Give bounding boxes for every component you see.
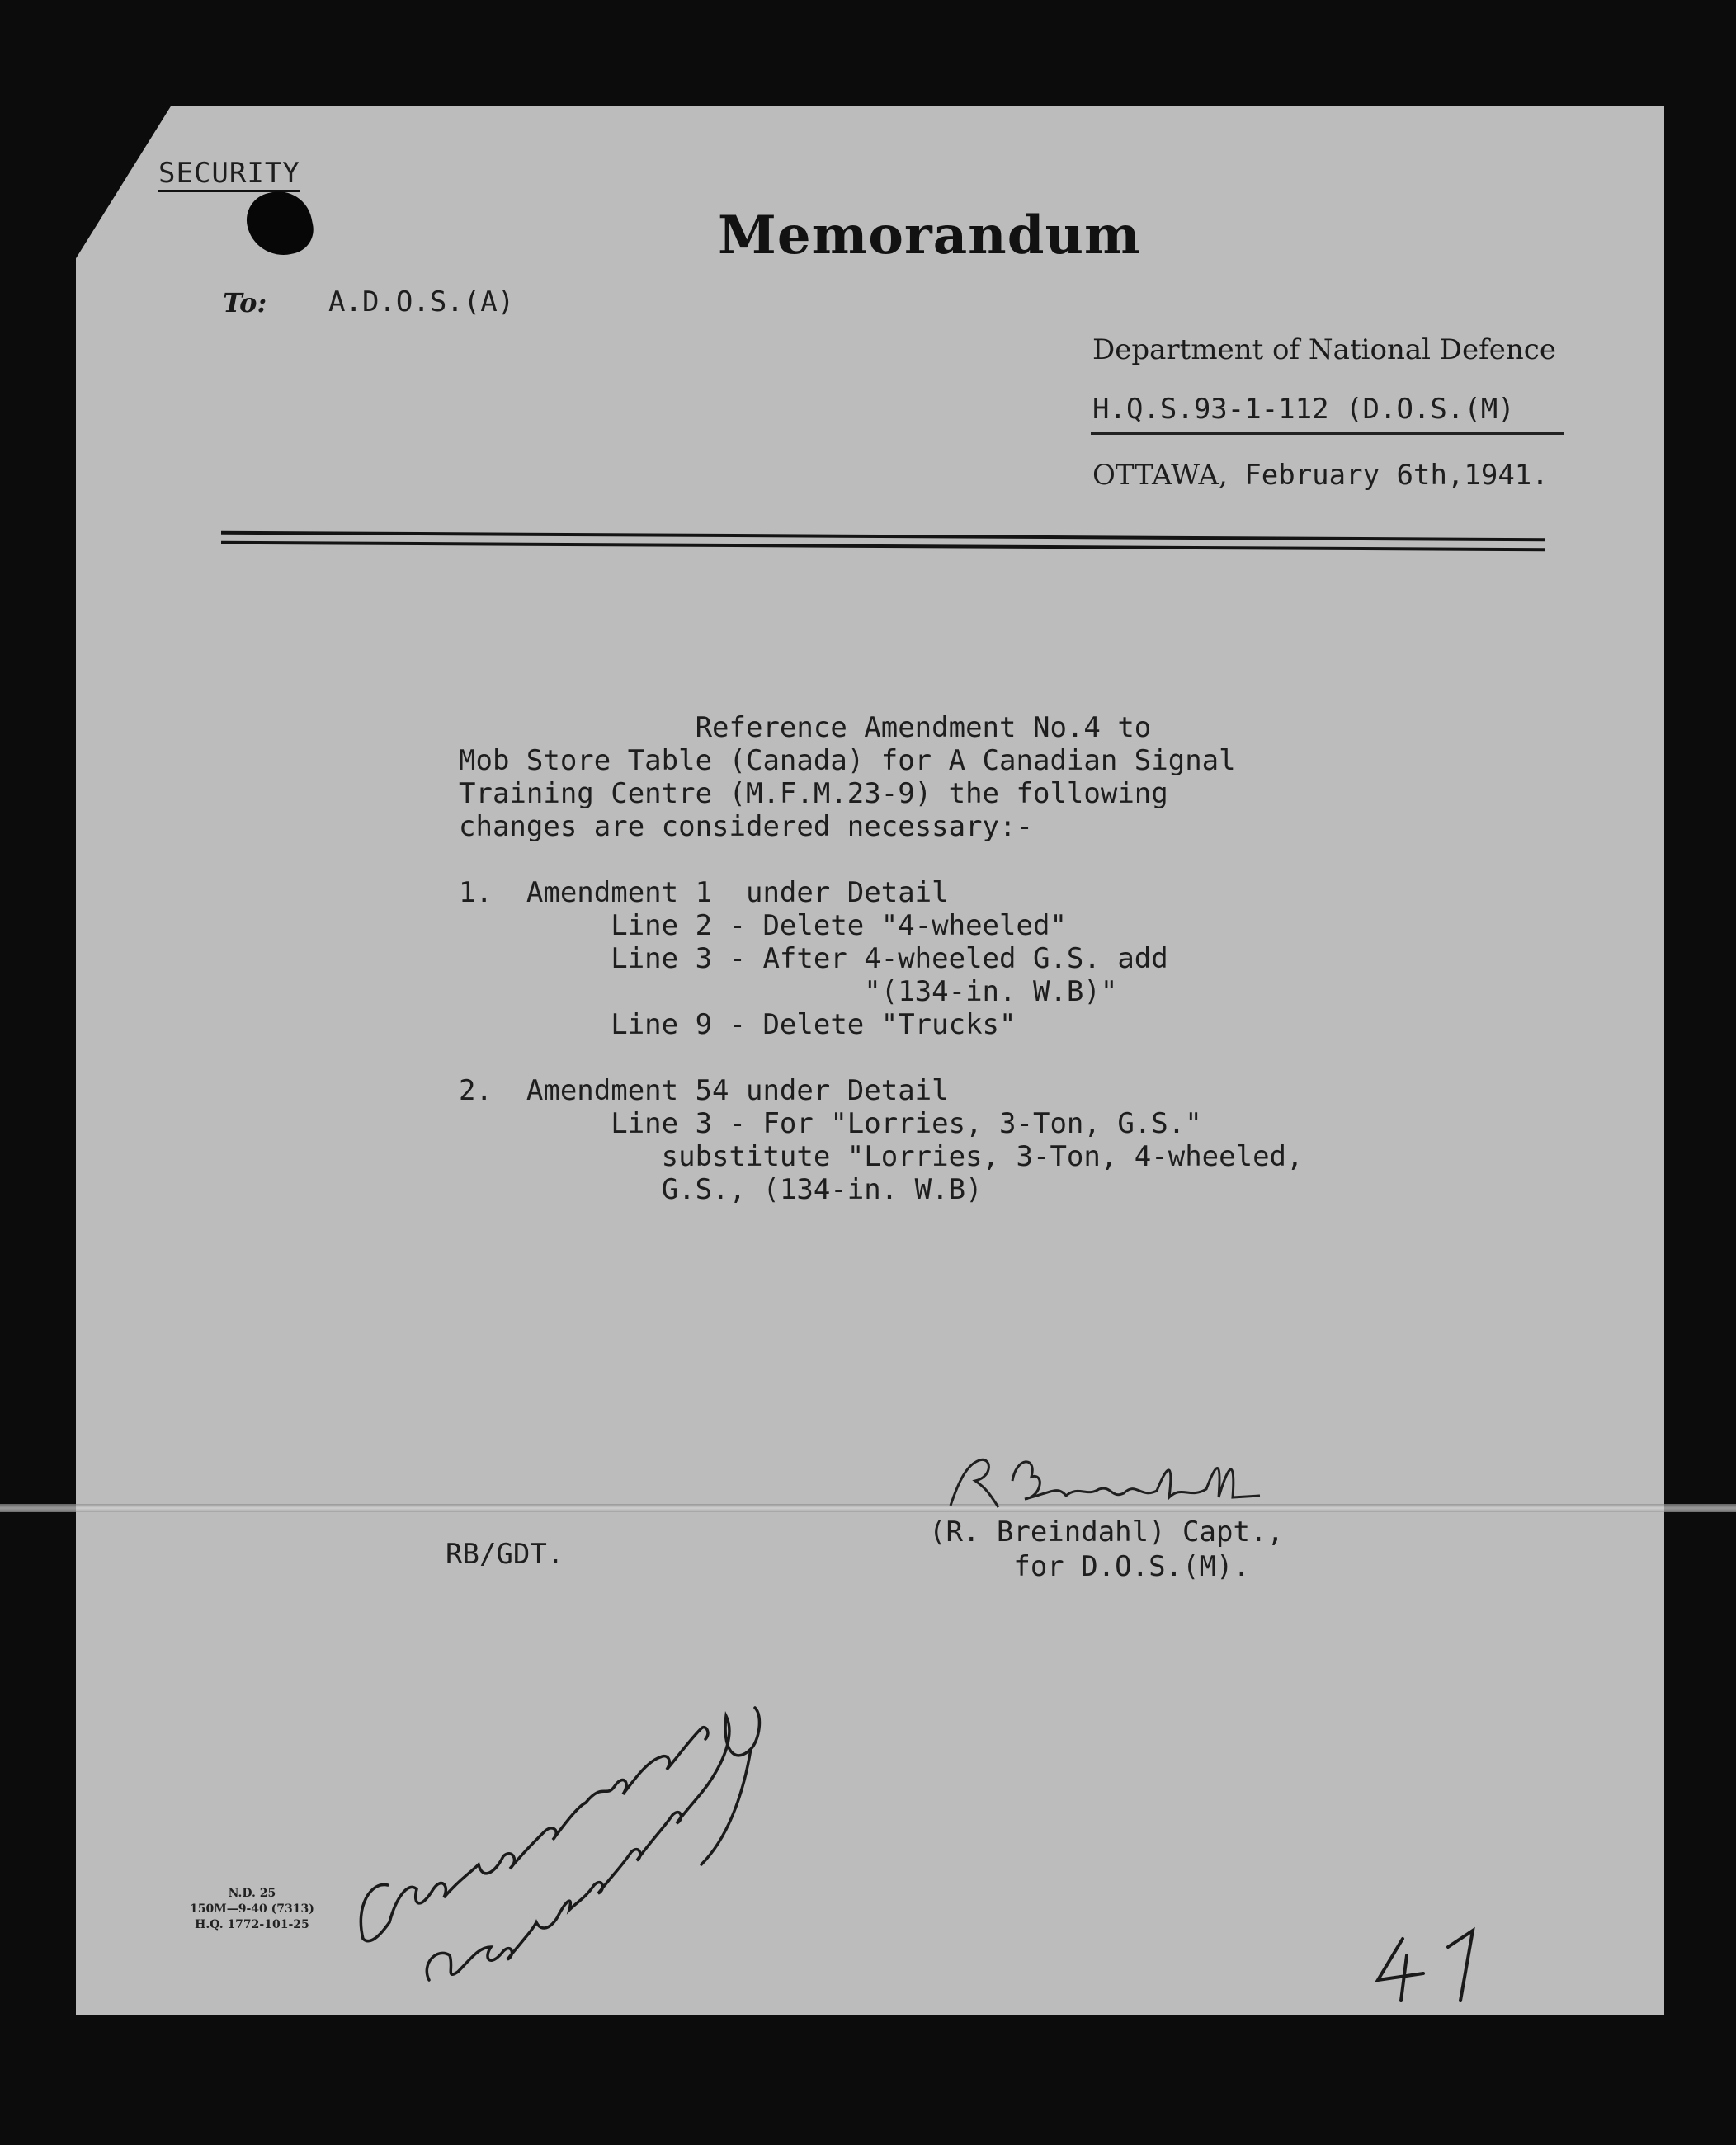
department-name: Department of National Defence	[1092, 333, 1556, 366]
file-number: H.Q.S.93-1-112 (D.O.S.(M)	[1092, 393, 1515, 426]
handwritten-page-number	[1370, 1922, 1493, 2005]
memo-masthead: Memorandum	[718, 205, 1141, 266]
security-marking: SECURITY	[158, 157, 300, 192]
place-and-date	[1092, 459, 1549, 492]
to-recipient: A.D.O.S.(A)	[328, 285, 515, 318]
place: OTTAWA,	[1092, 459, 1228, 492]
memo-body: Reference Amendment No.4 to Mob Store Table (Canada) for A Canadian Signal Training Centre (M.F.M.23-9) the following changes are considered necessary:- 1. Amendment 1 under Detail Line 2 - Delete "4-wheeled" Line 3 - After 4-wheeled G.S. add "(134-in. W.B)" Line 9 - Delete "Trucks" 2. Amendment 54 under Detail Line 3 - For "Lorries, 3-Ton, G.S." substitute "Lorries, 3-Ton, 4-wheeled, G.S., (134-in. W.B)	[459, 711, 1304, 1206]
paper-fold-crease	[0, 1504, 1736, 1512]
printer-imprint: N.D. 25 150M—9-40 (7313) H.Q. 1772-101-25	[190, 1887, 314, 1931]
file-number-underline	[1091, 432, 1564, 435]
memo-date: February 6th,1941.	[1244, 459, 1549, 492]
reference-initials: RB/GDT.	[446, 1538, 564, 1571]
handwritten-signature	[934, 1448, 1281, 1522]
to-label: To:	[223, 287, 267, 318]
signer-block: (R. Breindahl) Capt., for D.O.S.(M).	[929, 1516, 1284, 1583]
handwritten-note	[338, 1683, 800, 1996]
